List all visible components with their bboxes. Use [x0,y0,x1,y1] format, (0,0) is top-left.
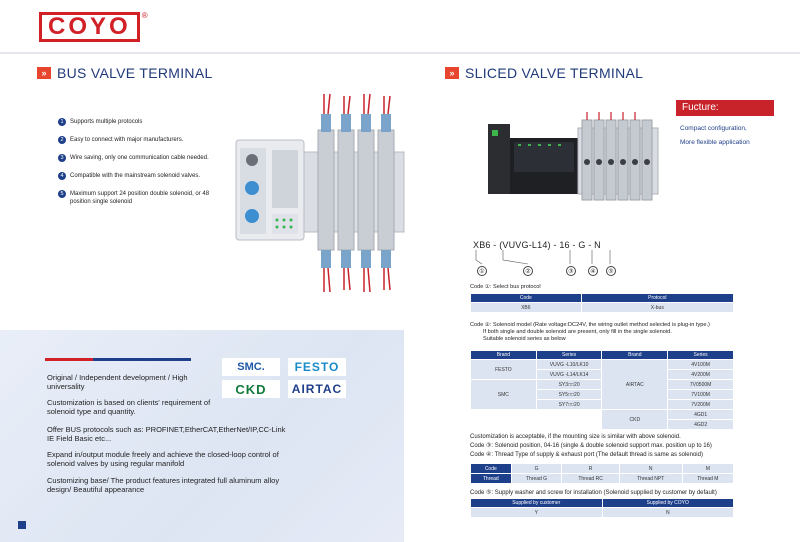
feature-item [58,190,233,206]
fucture-body [676,116,774,156]
cell-thread: Thread M [682,474,733,484]
code-marker-5: ⑤ [606,266,616,276]
panel-text-4: Expand in/output module freely and achieve the closed-loop control of solenoid valves by using regular manifold [47,450,279,468]
cell-coyo: N [602,508,734,518]
protocol-table [470,293,734,313]
smc-logo: SMC. [222,358,280,376]
th-code: Code [471,294,582,303]
supply-table [470,498,734,518]
th-coyo: Supplied by COYO [602,499,734,508]
code-marker-1: ① [477,266,487,276]
cell-code: N [619,464,682,474]
cell-series: 4V200M [668,370,734,380]
code5-label: Code ⑤: Supply washer and screw for installation (Solenoid supplied by customer by default) [470,490,717,496]
cell-brand-airtac: AIRTAC [602,360,668,410]
registered-mark: ® [141,11,148,20]
bus-valve-terminal-title [37,65,213,81]
cell-code: R [562,464,619,474]
feature-item [58,118,233,126]
th-brand: Brand [602,351,668,360]
cell-series: 4V100M [668,360,734,370]
fucture-line-1: Compact configuration, [680,125,747,132]
th-series: Series [536,351,602,360]
code3-label: Code ③: Solenoid position, 04-16 (single & double solenoid support max. position up to 16) [470,443,712,449]
accent-bar-blue [93,358,191,361]
panel-text-2: Customization is based on clients' requirement of solenoid type and quantity. [47,398,211,416]
airtac-logo: AIRTAC [288,380,346,398]
number-badge: 2 [58,136,66,144]
thread-table [470,463,734,484]
th-customer: Supplied by customer [471,499,603,508]
cell-brand-ckd: CKD [602,410,668,430]
code2-note: If both single and double solenoid are present, only fill in the single solenoid. [483,329,672,335]
custom-note: Customization is acceptable, if the mounting size is similar with above solenoid. [470,434,681,440]
feature-text: Supports multiple protocols [70,119,143,125]
ckd-logo: CKD [222,380,280,398]
code-marker-4: ④ [588,266,598,276]
cell-series: 4GD1 [668,410,734,420]
cell-customer: Y [471,508,603,518]
fucture-box [676,100,774,156]
number-badge: 3 [58,154,66,162]
brand-logos [222,358,346,398]
number-badge: 5 [58,190,66,198]
corner-square [18,521,26,529]
panel-text-3: Offer BUS protocols such as: PROFINET,EtherCAT,EtherNet/IP,CC-Link IE Field Basic etc... [47,425,286,443]
feature-text: Wire saving, only one communication cable needed. [70,155,209,161]
cell-thread: Thread RC [562,474,619,484]
sliced-valve-terminal-image [470,110,670,210]
fucture-line-2: More flexible application [680,139,750,146]
cell-code: XB6 [471,303,582,313]
number-badge: 1 [58,118,66,126]
code2-note2: Suitable solenoid series as below [483,336,566,342]
feature-item [58,136,233,144]
double-chevron-icon: » [445,67,459,79]
cell-series: VUVG -L14/LK14 [536,370,602,380]
cell-thread: Thread G [511,474,562,484]
cell-series: 7V100M [668,390,734,400]
th-series: Series [668,351,734,360]
cell-series: 7V0500M [668,380,734,390]
cell-series: SY3□□20 [536,380,602,390]
code-marker-2: ② [523,266,533,276]
fucture-heading: Fucture: [676,100,774,116]
feature-item [58,154,233,162]
feature-text: Compatible with the mainstream solenoid valves. [70,173,201,179]
accent-bar-red [45,358,93,361]
feature-text: Maximum support 24 position double solenoid, or 48 position single solenoid [70,191,210,205]
cell-series: 4GD2 [668,420,734,430]
header-divider [0,52,800,54]
cell-series: 7V200M [668,400,734,410]
section-title-text: BUS VALVE TERMINAL [57,65,213,81]
code-marker-3: ③ [566,266,576,276]
cell-thread: Thread NPT [619,474,682,484]
code-leader-lines [470,250,630,268]
feature-item [58,172,233,180]
section-title-text: SLICED VALVE TERMINAL [465,65,644,81]
feature-list [58,118,233,216]
code4-label: Code ④: Thread Type of supply & exhaust port (The default thread is same as solenoid) [470,452,703,458]
cell-series: SY7□□20 [536,400,602,410]
sliced-valve-terminal-title [445,65,643,81]
bus-valve-terminal-image [234,92,414,302]
number-badge: 4 [58,172,66,180]
logo-box [39,12,140,42]
th-protocol: Protocol [581,294,733,303]
cell-code: G [511,464,562,474]
cell-brand-festo: FESTO [471,360,537,380]
panel-text-5: Customizing base/ The product features integrated full aluminum alloy design/ Beautiful appearance [47,476,280,494]
code1-label: Code ①: Select bus protocol [470,284,541,290]
cell-series: SY5□□20 [536,390,602,400]
code2-label: Code ②: Solenoid model (Rate voltage:DC24V, the wiring outlet method selected is plug-in type.) [470,322,710,328]
double-chevron-icon: » [37,67,51,79]
feature-text: Easy to connect with major manufacturers. [70,137,184,143]
coyo-logo [39,11,148,43]
model-code: XB6 - (VUVG-L14) - 16 - G - N [473,240,601,250]
logo-text: COYO [48,13,131,40]
th-brand: Brand [471,351,537,360]
solenoid-series-table [470,350,734,430]
panel-text-1: Original / Independent development / High universality [47,373,188,391]
th-thread: Thread [471,474,512,484]
cell-code: M [682,464,733,474]
th-code: Code [471,464,512,474]
cell-series: VUVG -L10/LK10 [536,360,602,370]
cell-protocol: X-bus [581,303,733,313]
cell-brand-smc: SMC [471,380,537,410]
festo-logo: FESTO [288,358,346,376]
